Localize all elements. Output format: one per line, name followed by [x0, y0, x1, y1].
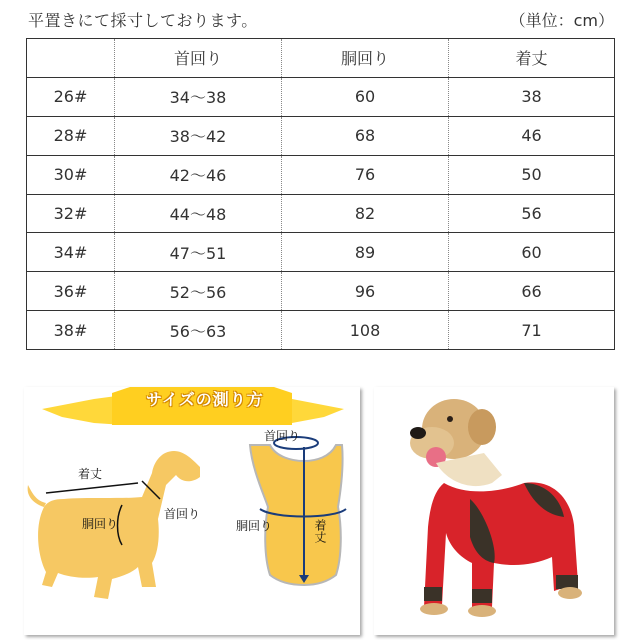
neck-cell: 44～48: [115, 194, 282, 233]
length-cell: 38: [449, 77, 615, 116]
chest-cell: 76: [282, 155, 449, 194]
size-table: [26, 38, 615, 350]
chest-cell: 60: [282, 77, 449, 116]
table-row: [27, 77, 615, 116]
table-row: [27, 272, 615, 311]
garment-neck-label: 首回り: [264, 429, 301, 443]
size-cell: 38#: [27, 311, 115, 350]
dog-chest-label: 胴回り: [82, 517, 119, 531]
header-cell-chest: 胴回り: [282, 39, 449, 78]
dog-in-suit-photo: [374, 387, 614, 635]
length-cell: 66: [449, 272, 615, 311]
neck-cell: 34～38: [115, 77, 282, 116]
unit-note: （単位：cm）: [509, 11, 614, 30]
product-photo-panel: [374, 387, 614, 635]
table-row: [27, 233, 615, 272]
measurement-note: 平置きにて採寸しております。: [28, 11, 258, 30]
size-cell: 30#: [27, 155, 115, 194]
chest-cell: 96: [282, 272, 449, 311]
length-cell: 46: [449, 116, 615, 155]
size-cell: 32#: [27, 194, 115, 233]
size-cell: 36#: [27, 272, 115, 311]
length-cell: 71: [521, 320, 542, 340]
size-cell: 26#: [27, 77, 115, 116]
measurement-guide-panel: [24, 387, 360, 635]
garment-length-label: 着丈: [313, 519, 327, 543]
neck-cell: 38～42: [115, 116, 282, 155]
table-row: [27, 116, 615, 155]
neck-cell: 56～63: [115, 311, 282, 350]
header-cell-neck: 首回り: [115, 39, 282, 78]
garment-illustration: [250, 437, 346, 585]
neck-cell: 42～46: [115, 155, 282, 194]
length-cell: 60: [449, 233, 615, 272]
table-row: [27, 311, 615, 350]
length-cell: 50: [449, 155, 615, 194]
table-header-row: [27, 39, 615, 78]
chest-cell: 89: [282, 233, 449, 272]
size-cell: 34#: [27, 233, 115, 272]
chest-cell: 68: [282, 116, 449, 155]
size-cell: 28#: [27, 116, 115, 155]
garment-chest-label: 胴回り: [236, 519, 273, 533]
header-cell-blank: [27, 39, 115, 78]
length-cell: 56: [449, 194, 615, 233]
table-row: [27, 155, 615, 194]
table-row: [27, 194, 615, 233]
chest-cell: 82: [282, 194, 449, 233]
neck-cell: 47～51: [115, 233, 282, 272]
dog-neck-label: 首回り: [164, 507, 201, 521]
header-cell-length: 着丈: [449, 39, 615, 78]
neck-cell: 52～56: [115, 272, 282, 311]
guide-title: サイズの測り方: [146, 390, 264, 409]
chest-cell: 108: [282, 311, 449, 350]
dog-length-label: 着丈: [78, 467, 103, 481]
